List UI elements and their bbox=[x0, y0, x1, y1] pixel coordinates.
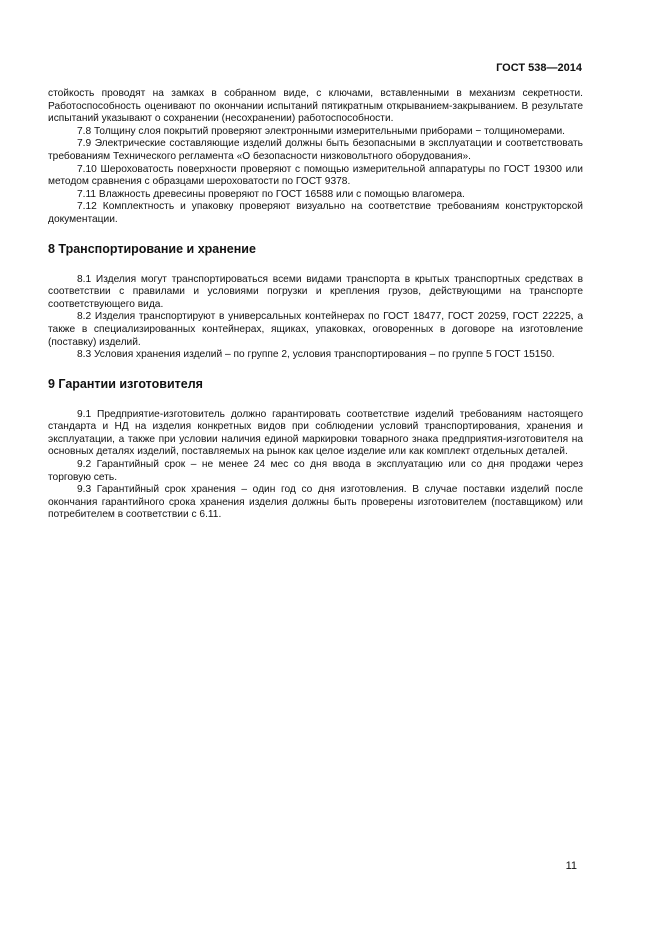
paragraph-8-1: 8.1 Изделия могут транспортироваться всеми видами транспорта в крытых транспортных средствах в соответствии с правилами и условиями погрузки и крепления грузов, действующими на транспорте соответствующего вида. bbox=[48, 273, 583, 310]
paragraph-7-11: 7.11 Влажность древесины проверяют по ГОСТ 16588 или с помощью влагомера. bbox=[77, 188, 465, 200]
paragraph-8-2: 8.2 Изделия транспортируют в универсальных контейнерах по ГОСТ 18477, ГОСТ 20259, ГОСТ 22225, а также в специализированных контейнерах, ящиках, упаковках, оговоренных в договоре на изготовление (поставку) изделий. bbox=[48, 311, 583, 348]
paragraph-7-7-continuation: стойкость проводят на замках в собранном виде, с ключами, вставленными в механизм секретности. Работоспособность оценивают по окончании испытаний пятикратным открыванием-закрыванием. В результате испытаний указывают о сохранении (несохранении) работоспособности. bbox=[48, 88, 583, 125]
paragraph-8-3: 8.3 Условия хранения изделий – по группе 2, условия транспортирования – по группе 5 ГОСТ 15150. bbox=[77, 349, 555, 361]
paragraph-7-10: 7.10 Шероховатость поверхности проверяют с помощью измерительной аппаратуры по ГОСТ 19300 или методом сравнения с образцами шероховатости по ГОСТ 9378. bbox=[48, 163, 583, 188]
paragraph-7-9: 7.9 Электрические составляющие изделий должны быть безопасными в эксплуатации и соответствовать требованиям Технического регламента «О безопасности низковольтного оборудования». bbox=[48, 138, 583, 162]
paragraph-9-2: 9.2 Гарантийный срок – не менее 24 мес со дня ввода в эксплуатацию или со дня продажи через торговую сеть. bbox=[48, 459, 583, 483]
paragraph-7-8: 7.8 Толщину слоя покрытий проверяют электронными измерительными приборами − толщиномерами. bbox=[77, 125, 565, 137]
section-9-title: 9 Гарантии изготовителя bbox=[48, 376, 203, 391]
page-number: 11 bbox=[565, 860, 577, 872]
document-code-header: ГОСТ 538—2014 bbox=[496, 62, 582, 74]
paragraph-9-1: 9.1 Предприятие-изготовитель должно гарантировать соответствие изделий требованиям настоящего стандарта и НД на изделия конкретных видов при соблюдении условий транспортирования, хранения и эксплуатации, а также при условии наличия единой маркировки товарного знака предприятия-изготовителя на основных деталях изделий, поставляемых на рынок как целое изделие или как комплект отдельных деталей. bbox=[48, 408, 583, 458]
page-content bbox=[48, 88, 583, 522]
section-8-title: 8 Транспортирование и хранение bbox=[48, 241, 256, 256]
paragraph-9-3: 9.3 Гарантийный срок хранения – один год со дня изготовления. В случае поставки изделий после окончания гарантийного срока хранения изделия должны быть проверены изготовителем (поставщиком) или потребителем в соответствии с 6.11. bbox=[48, 484, 583, 521]
paragraph-7-12: 7.12 Комплектность и упаковку проверяют визуально на соответствие требованиям конструкторской документации. bbox=[48, 201, 583, 225]
